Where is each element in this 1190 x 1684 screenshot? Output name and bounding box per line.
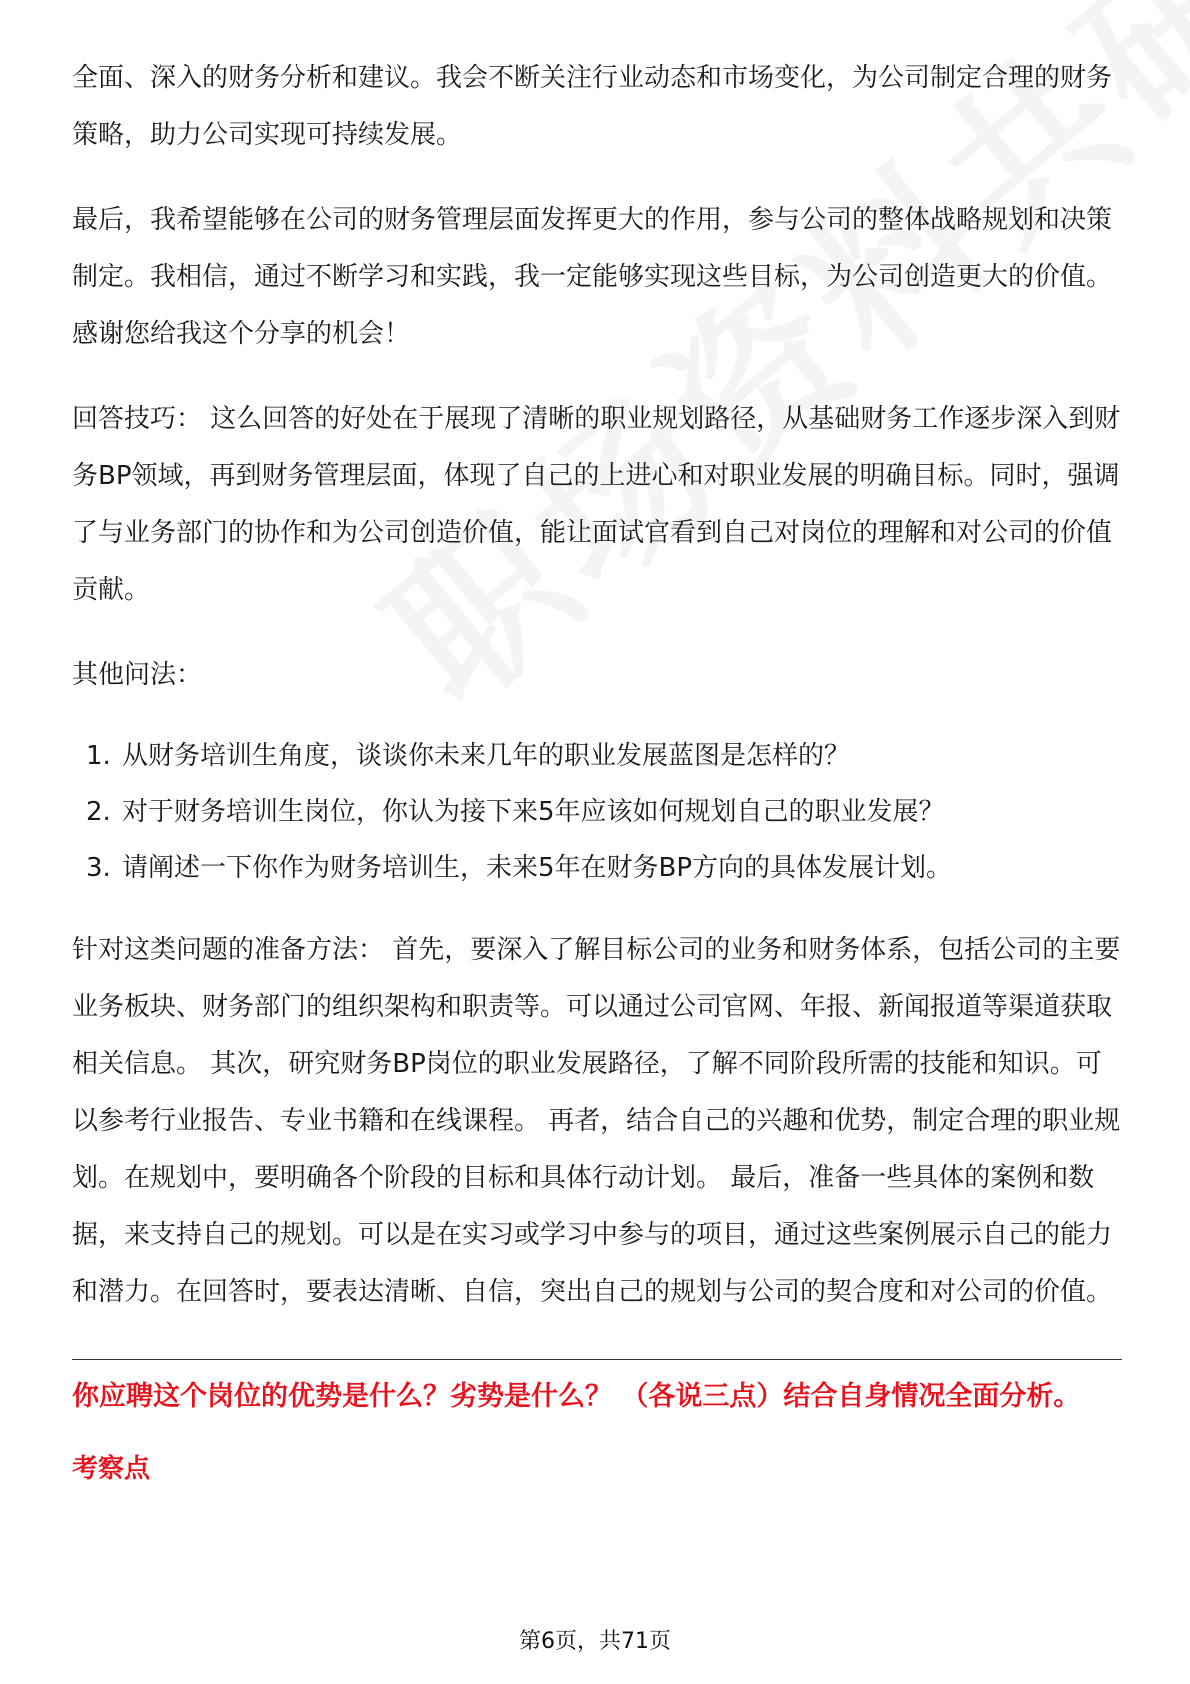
list-item-text: 从财务培训生角度，谈谈你未来几年的职业发展蓝图是怎样的？: [122, 741, 851, 771]
list-item: [86, 840, 1122, 896]
next-question-heading: 你应聘这个岗位的优势是什么？劣势是什么？ （各说三点）结合自身情况全面分析。: [72, 1381, 1081, 1412]
paragraph-prep-method: 针对这类问题的准备方法： 首先，要深入了解目标公司的业务和财务体系，包括公司的主要业务板块、财务部门的组织架构和职责等。可以通过公司官网、年报、新闻报道等渠道获取相关信息。 其次，研究财务BP岗位的职业发展路径，了解不同阶段所需的技能和知识。可以参考行业报告、专业书籍和在线课程。 再者，结合自己的兴趣和优势，制定合理的职业规划。在规划中，要明确各个阶段的目标和具体行动计划。 最后，准备一些具体的案例和数据，来支持自己的规划。可以是在实习或学习中参与的项目，通过这些案例展示自己的能力和潜力。在回答时，要表达清晰、自信，突出自己的规划与公司的契合度和对公司的价值。: [72, 935, 1121, 1307]
other-questions-list: [72, 728, 1122, 896]
list-item-text: 请阐述一下你作为财务培训生，未来5年在财务BP方向的具体发展计划。: [122, 853, 953, 883]
paragraph-closing: 最后，我希望能够在公司的财务管理层面发挥更大的作用，参与公司的整体战略规划和决策制定。我相信，通过不断学习和实践，我一定能够实现这些目标，为公司创造更大的价值。感谢您给我这个分享的机会！: [72, 205, 1113, 349]
paragraph-continuation: 全面、深入的财务分析和建议。我会不断关注行业动态和市场变化，为公司制定合理的财务策略，助力公司实现可持续发展。: [72, 63, 1113, 150]
list-item: [86, 728, 1122, 784]
list-number: 1.: [86, 741, 111, 771]
page-number-footer: 第6页，共71页: [519, 1629, 671, 1654]
other-questions-label: 其他问法：: [72, 660, 203, 690]
document-body: [72, 50, 1122, 1485]
list-number: 2.: [86, 797, 111, 827]
list-item: [86, 784, 1122, 840]
assessment-points-heading: 考察点: [72, 1454, 151, 1484]
section-divider: [72, 1359, 1122, 1360]
list-item-text: 对于财务培训生岗位，你认为接下来5年应该如何规划自己的职业发展？: [122, 797, 945, 827]
list-number: 3.: [86, 853, 111, 883]
paragraph-answer-tips: 回答技巧： 这么回答的好处在于展现了清晰的职业规划路径，从基础财务工作逐步深入到财务BP领域，再到财务管理层面，体现了自己的上进心和对职业发展的明确目标。同时，强调了与业务部门的协作和为公司创造价值，能让面试官看到自己对岗位的理解和对公司的价值贡献。: [72, 404, 1121, 605]
